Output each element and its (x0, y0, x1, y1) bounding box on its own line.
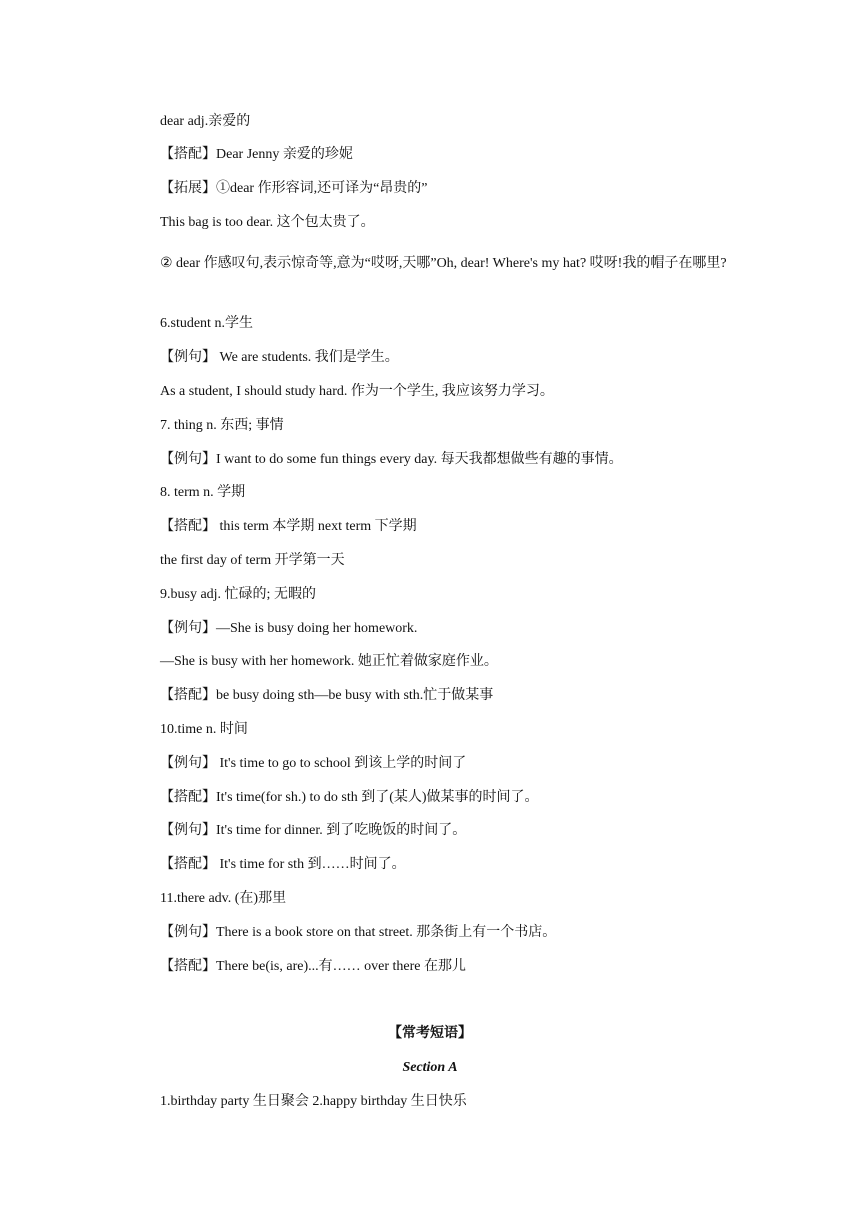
entry-line: 【搭配】Dear Jenny 亲爱的珍妮 (160, 147, 353, 162)
entry-line: 【搭配】be busy doing sth—be busy with sth.忙于做某事 (160, 688, 494, 703)
entry-line: 【例句】I want to do some fun things every day. 每天我都想做些有趣的事情。 (160, 452, 623, 467)
entry-line: 【拓展】①dear 作形容词,还可译为“昂贵的” (160, 181, 428, 196)
phrase-line: 1.birthday party 生日聚会 2.happy birthday 生日快乐 (160, 1094, 467, 1109)
entry-line: 【搭配】 It's time for sth 到……时间了。 (160, 857, 406, 872)
entry-line: 9.busy adj. 忙碌的; 无暇的 (160, 587, 316, 602)
entry-line: 6.student n.学生 (160, 316, 253, 331)
entry-line: As a student, I should study hard. 作为一个学生, 我应该努力学习。 (160, 384, 554, 399)
section-subheading: Section A (402, 1060, 458, 1075)
entry-line: —She is busy with her homework. 她正忙着做家庭作业。 (160, 654, 498, 669)
section-heading: 【常考短语】 (388, 1026, 472, 1041)
entry-paragraph: ② dear 作感叹句,表示惊奇等,意为“哎呀,天哪”Oh, dear! Where's my hat? 哎呀!我的帽子在哪里? (160, 256, 727, 271)
entry-line: 【例句】 It's time to go to school 到该上学的时间了 (160, 756, 467, 771)
entry-line: 7. thing n. 东西; 事情 (160, 418, 284, 433)
entry-line: 【搭配】 this term 本学期 next term 下学期 (160, 519, 417, 534)
entry-line: dear adj.亲爱的 (160, 114, 251, 129)
entry-line: 8. term n. 学期 (160, 485, 246, 500)
entry-line: 【搭配】There be(is, are)...有…… over there 在那儿 (160, 959, 466, 974)
entry-line: 【例句】 We are students. 我们是学生。 (160, 350, 399, 365)
entry-line: This bag is too dear. 这个包太贵了。 (160, 215, 375, 230)
entry-line: 【例句】It's time for dinner. 到了吃晚饭的时间了。 (160, 823, 467, 838)
entry-line: 【搭配】It's time(for sh.) to do sth 到了(某人)做某事的时间了。 (160, 790, 539, 805)
entry-line: 11.there adv. (在)那里 (160, 891, 287, 906)
entry-line: 【例句】—She is busy doing her homework. (160, 621, 418, 636)
entry-line: the first day of term 开学第一天 (160, 553, 345, 568)
entry-line: 【例句】There is a book store on that street. 那条街上有一个书店。 (160, 925, 557, 940)
entry-line: 10.time n. 时间 (160, 722, 248, 737)
